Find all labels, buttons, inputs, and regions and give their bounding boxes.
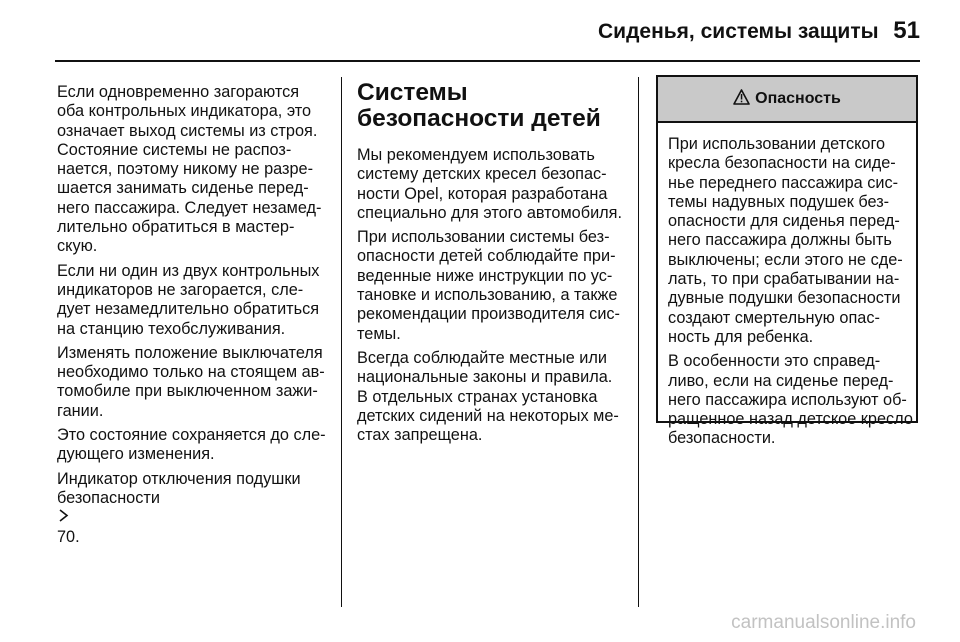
text-line: означает выход системы из строя. [57,121,318,140]
text-line: него пассажира должны быть [668,231,892,250]
text-line: нается, поэтому никому не разре- [57,160,314,179]
paragraph [57,426,329,465]
text-line: кресла безопасности на сиде- [668,154,896,173]
text-line: веденные ниже инструкции по ус- [357,266,613,285]
text-line: ность для ребенка. [668,327,814,346]
text-line: тановке и использованию, а также [357,286,618,305]
paragraph [668,352,913,448]
left-column [57,83,329,552]
paragraph [668,135,907,347]
text-line: безопасности 70. [57,489,329,547]
text-line: ращенное назад детское кресло [668,410,913,429]
warning-triangle-icon [733,89,750,110]
text-line: на станцию техобслуживания. [57,319,286,338]
column-divider [638,77,639,607]
watermark: carmanualsonline.info [731,612,916,633]
text-line: Если одновременно загораются [57,83,300,101]
text-line: гании. [57,401,104,420]
text-line: детских сидений на некоторых ме- [357,406,619,425]
text-line: В отдельных странах установка [357,387,598,406]
paragraph [357,146,622,223]
text-line: дует незамедлительно обратиться [57,300,320,319]
warning-header [658,77,916,123]
text-line: безопасности. [668,429,776,448]
text-line: Состояние системы не распоз- [57,140,292,159]
paragraph [57,83,329,257]
text-line: создают смертельную опас- [668,308,880,327]
text-line: Если ни один из двух контрольных [57,261,320,280]
paragraph [357,228,622,344]
text-line: Всегда соблюдайте местные или [357,348,607,367]
text-line: национальные законы и правила. [357,368,613,387]
text-line: темы. [357,324,401,343]
text-line: выключены; если этого не сде- [668,250,903,269]
text-line: Изменять положение выключателя [57,343,323,362]
header-rule [55,60,920,62]
text-line: индикаторов не загорается, сле- [57,280,304,299]
paragraph [357,349,622,445]
paragraph [57,344,329,421]
text-line: рекомендации производителя сис- [357,305,620,324]
text-line: При использовании детского [668,135,886,153]
page-reference-arrow-icon [59,508,327,527]
text-line: В особенности это справед- [668,352,881,371]
page-number: 51 [893,17,920,44]
warning-box [656,75,918,448]
text-line: лительно обратиться в мастер- [57,218,295,237]
column-divider [341,77,342,607]
text-line: лать, то при срабатывании на- [668,270,900,289]
warning-body [658,123,916,449]
paragraph [57,262,329,339]
text-line: Это состояние сохраняется до сле- [57,426,326,445]
text-line: стах запрещена. [357,426,483,445]
text-line: ности Opel, которая разработана [357,184,608,203]
section-heading: Системы безопасности детей [357,79,601,132]
page-header-title: Сиденья, системы защиты [598,20,879,43]
text-line: шается занимать сиденье перед- [57,179,309,198]
text-line: дующего изменения. [57,445,215,464]
text-line: оба контрольных индикатора, это [57,102,312,121]
text-line: необходимо только на стоящем ав- [57,363,325,382]
text-line: Мы рекомендуем использовать [357,146,595,164]
text-line: скую. [57,237,98,256]
text-line: систему детских кресел безопас- [357,165,607,184]
paragraph [57,470,329,547]
text-line: При использовании системы без- [357,228,610,247]
text-line: него пассажира используют об- [668,390,907,409]
text-line: темы надувных подушек без- [668,192,890,211]
text-line: Индикатор отключения подушки [57,469,301,488]
text-line: опасности детей соблюдайте при- [357,247,616,266]
text-line: нье переднего пассажира сис- [668,173,899,192]
text-line: томобиле при выключенном зажи- [57,382,318,401]
middle-column [357,146,622,450]
text-line: специально для этого автомобиля. [357,203,622,222]
text-line: опасности для сиденья перед- [668,212,900,231]
text-line: него пассажира. Следует незамед- [57,198,322,217]
reference-page[interactable]: 70. [57,527,80,546]
text-line: ливо, если на сиденье перед- [668,371,894,390]
warning-title: Опасность [755,90,841,107]
text-line: дувные подушки безопасности [668,289,901,308]
